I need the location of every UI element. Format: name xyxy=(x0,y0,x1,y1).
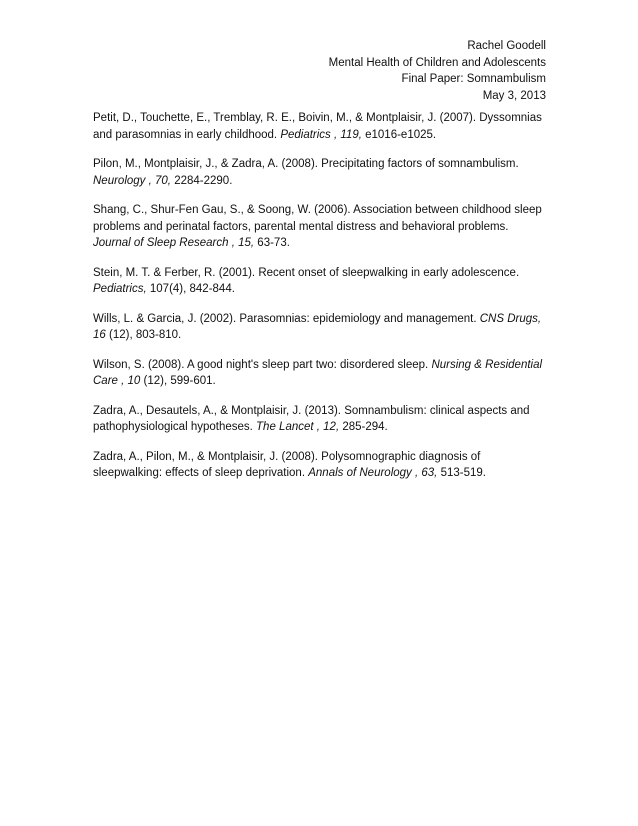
reference-entry xyxy=(93,311,548,344)
reference-entry xyxy=(93,156,548,189)
reference-text: Shang, C., Shur-Fen Gau, S., & Soong, W. (2006). Association between childhood sleep problems and perinatal factors, parental mental distress and behavioral problems. xyxy=(93,204,542,233)
reference-journal: The Lancet , 12, xyxy=(256,421,340,433)
page-header xyxy=(329,38,546,104)
reference-text: Zadra, A., Desautels, A., & Montplaisir, J. (2013). Somnambulism: clinical aspects and pathophysiological hypotheses. xyxy=(93,404,530,433)
reference-pages: 513-519. xyxy=(437,467,486,479)
header-course: Mental Health of Children and Adolescents xyxy=(328,56,546,69)
reference-text: Stein, M. T. & Ferber, R. (2001). Recent onset of sleepwalking in early adolescence. xyxy=(93,266,520,279)
reference-list xyxy=(93,110,548,495)
header-author: Rachel Goodell xyxy=(467,40,546,52)
reference-entry xyxy=(93,202,548,252)
reference-journal: Nursing & Residential Care , 10 xyxy=(93,358,543,387)
reference-pages: 2284-2290. xyxy=(171,174,233,187)
header-date: May 3, 2013 xyxy=(482,89,546,102)
reference-journal: Pediatrics , 119, xyxy=(280,128,362,141)
reference-text: Wills, L. & Garcia, J. (2002). Parasomnias: epidemiology and management. xyxy=(93,312,480,325)
reference-entry xyxy=(93,110,548,143)
reference-pages: (12), 599-601. xyxy=(140,375,216,387)
reference-journal: Neurology , 70, xyxy=(93,174,171,187)
header-paper-title: Final Paper: Somnambulism xyxy=(401,73,546,85)
reference-pages: (12), 803-810. xyxy=(105,329,182,341)
reference-pages: 107(4), 842-844. xyxy=(146,283,235,295)
reference-journal: CNS Drugs, 16 xyxy=(93,312,542,341)
reference-journal: Annals of Neurology , 63, xyxy=(308,467,438,479)
reference-journal: Pediatrics, xyxy=(93,283,147,295)
reference-text: Petit, D., Touchette, E., Tremblay, R. E., Boivin, M., & Montplaisir, J. (2007). Dyssomnias and parasomnias in early childhood. xyxy=(93,112,542,141)
reference-journal: Journal of Sleep Research , 15, xyxy=(93,237,255,249)
reference-entry xyxy=(93,449,548,482)
reference-entry xyxy=(93,403,548,436)
reference-text: Wilson, S. (2008). A good night's sleep part two: disordered sleep. xyxy=(93,358,432,371)
reference-pages: e1016-e1025. xyxy=(361,128,437,141)
reference-text: Zadra, A., Pilon, M., & Montplaisir, J. (2008). Polysomnographic diagnosis of sleepwalking: effects of sleep deprivation. xyxy=(93,450,481,479)
reference-entry xyxy=(93,357,548,390)
reference-pages: 285-294. xyxy=(339,421,388,433)
reference-pages: 63-73. xyxy=(254,237,290,249)
reference-text: Pilon, M., Montplaisir, J., & Zadra, A. (2008). Precipitating factors of somnambulism. xyxy=(93,158,519,170)
reference-entry xyxy=(93,265,548,298)
